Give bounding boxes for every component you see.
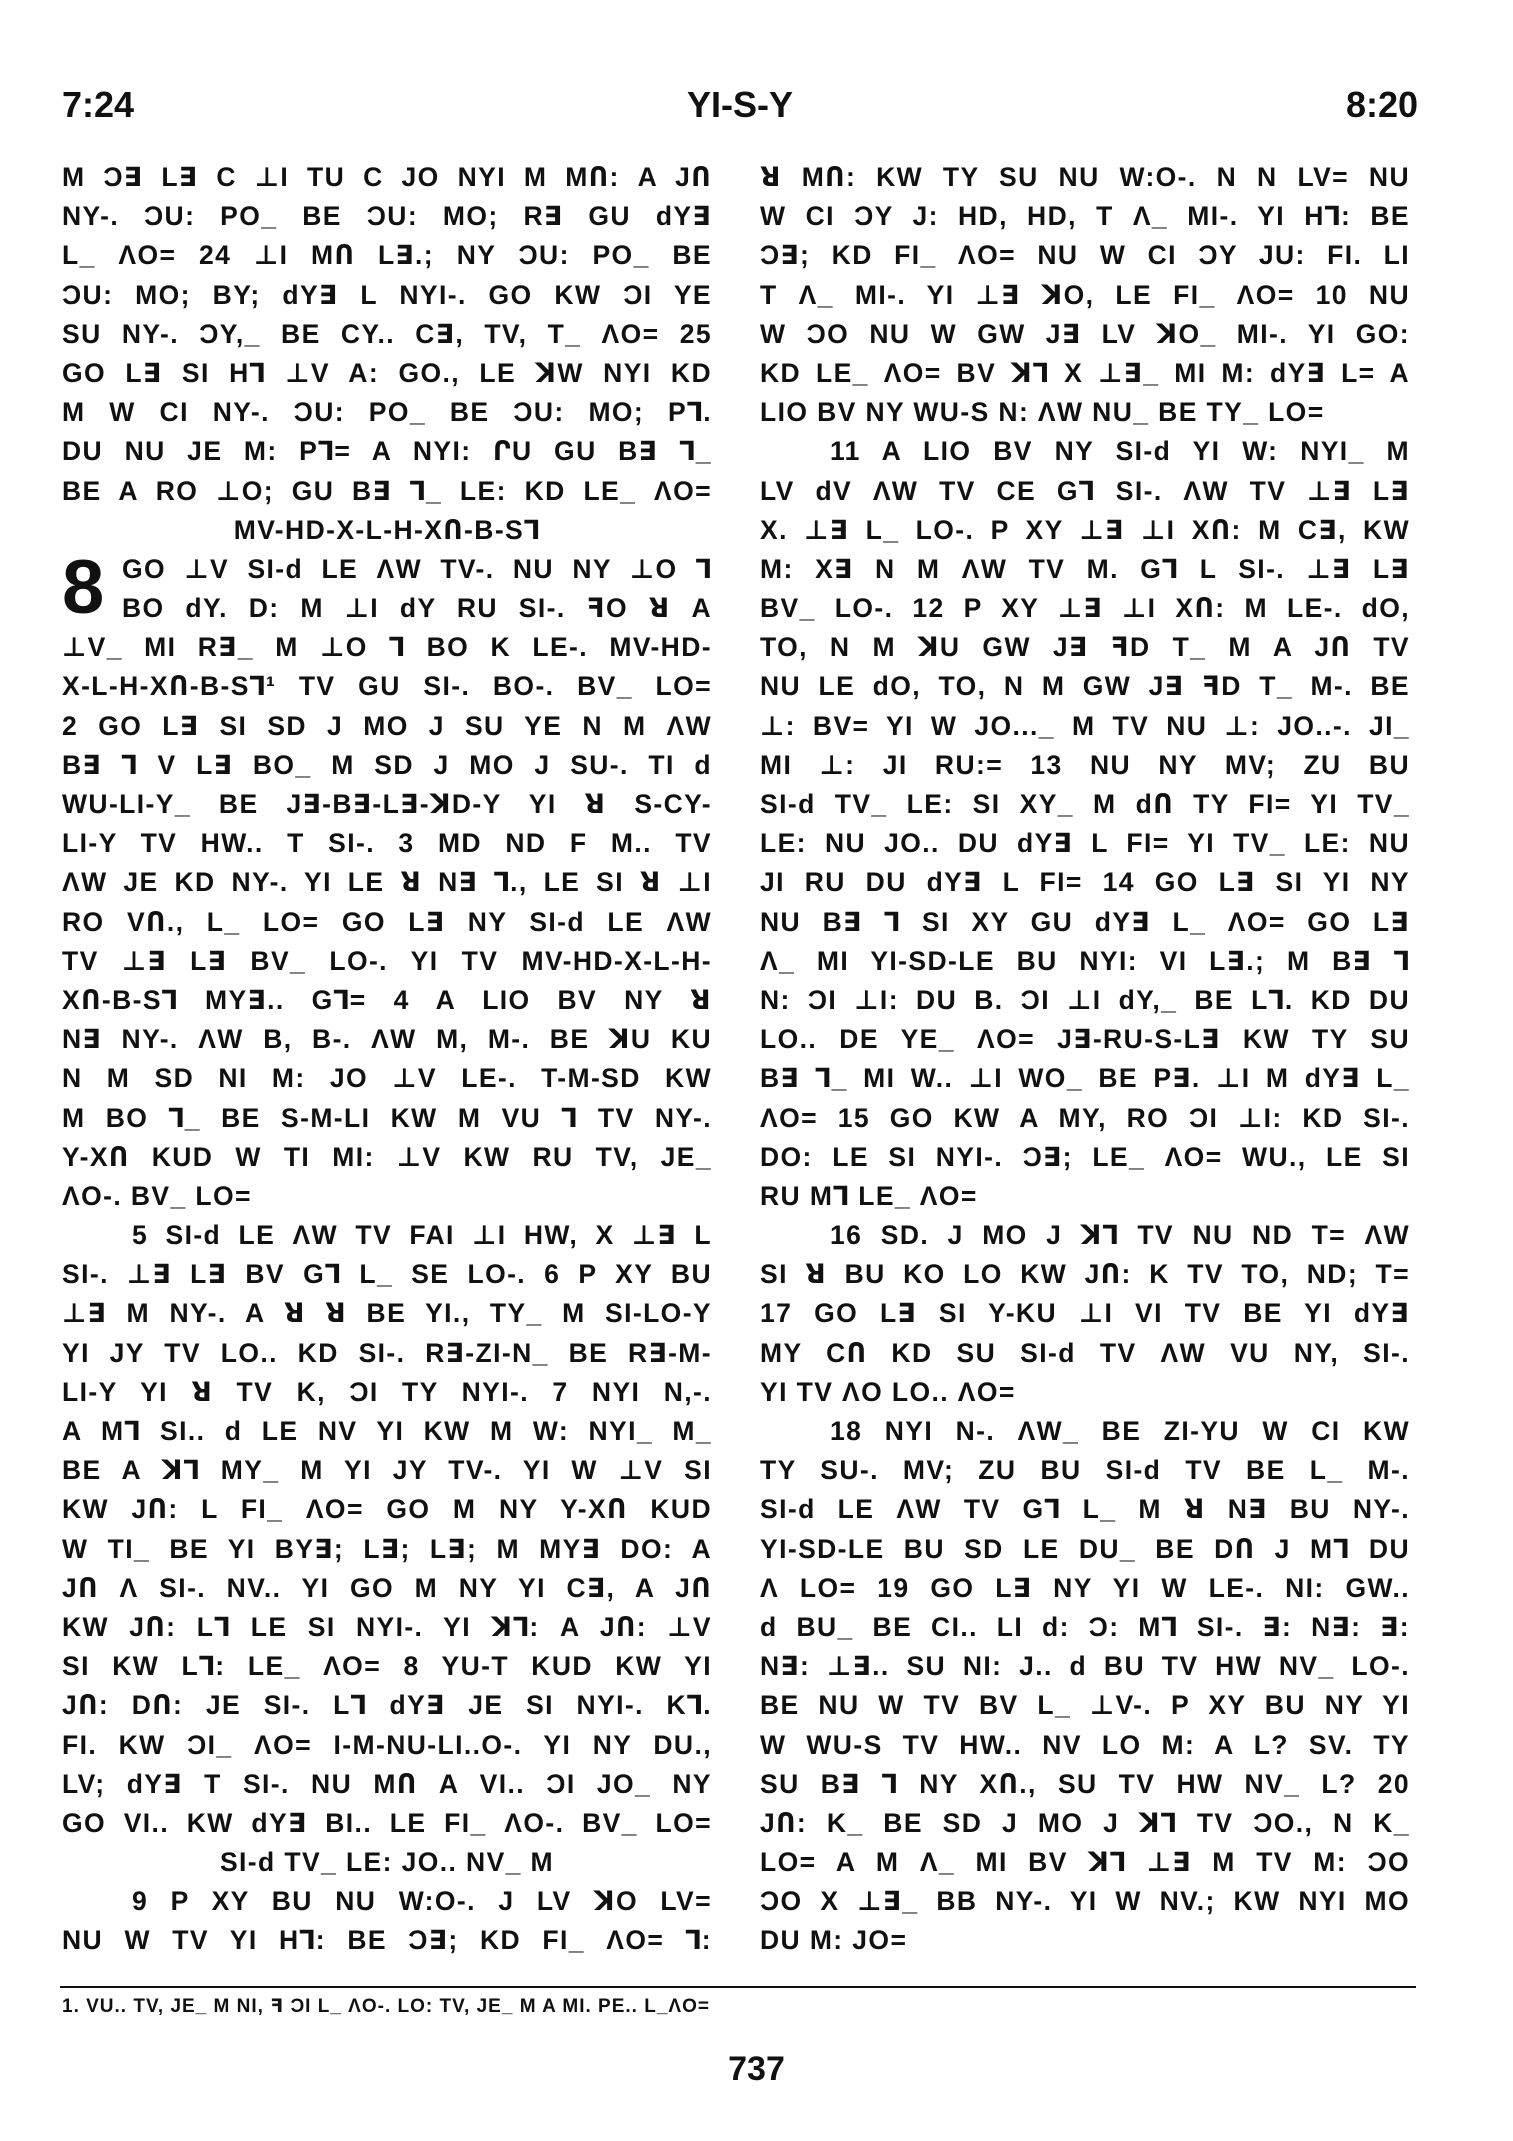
text-line: DU NU JE M: P⅂= A NYI: ՐU GU B∃ ⅂_	[62, 436, 712, 467]
text-line: XՈ-B-S⅂ MY∃.. G⅂= 4 A LIO BV NY ꓤ	[62, 984, 712, 1015]
text-line: N: ƆI ⊥I: DU B. ƆI ⊥I dY,_ BE L⅂. KD DU	[760, 984, 1410, 1015]
text-line: Y-XՈ KUD W TI MI: ⊥V KW RU TV, JE_	[62, 1141, 712, 1172]
text-line: 17 GO L∃ SI Y-KU ⊥I VI TV BE YI dY∃	[760, 1298, 1410, 1329]
chapter-opening	[62, 544, 712, 630]
text-line: LV; dY∃ T SI-. NU MՈ A VI.. ƆI JO_ NY	[62, 1768, 712, 1799]
text-line: KD LE_ ɅO= BV ꓘ⅂ X ⊥∃_ MI M: dY∃ L= A	[760, 357, 1410, 388]
text-line: NU W TV YI H⅂: BE Ɔ∃; KD FI_ ɅO= ⅂:	[62, 1925, 712, 1956]
text-line: JI RU DU dY∃ L FI= 14 GO L∃ SI YI NY	[760, 867, 1410, 898]
text-line: ƆU: MO; BY; dY∃ L NYI-. GO KW ƆI YE	[62, 279, 712, 310]
text-line: WU-LI-Y_ BE J∃-B∃-L∃-ꓘD-Y YI ꓤ S-CY-	[62, 789, 712, 819]
text-line: Ɔ∃; KD FI_ ɅO= NU W CI ƆY JU: FI. LI	[760, 240, 1410, 271]
text-line: ƆO X ⊥∃_ BB NY-. YI W NV.; KW NYI MO	[760, 1886, 1410, 1917]
text-line: SI-d TV_ LE: SI XY_ M dՈ TY FI= YI TV_	[760, 789, 1410, 819]
text-line: LO.. DE YE_ ɅO= J∃-RU-S-L∃ KW TY SU	[760, 1024, 1410, 1055]
text-line: DU M: JO=	[760, 1925, 908, 1956]
text-line: NU B∃ ⅂ SI XY GU dY∃ L_ ɅO= GO L∃	[760, 906, 1410, 937]
text-line: RO VՈ., L_ LO= GO L∃ NY SI-d LE ɅW	[62, 906, 712, 937]
text-line: B∃ ⅂ V L∃ BO_ M SD J MO J SU-. TI d	[62, 749, 712, 780]
text-line: LIO BV NY WU-S N: ɅW NU_ BE TY_ LO=	[760, 397, 1325, 428]
text-line: 18 NYI N-. ɅW_ BE ZI-YU W CI KW	[830, 1416, 1410, 1446]
text-line: NU LE dO, TO, N M GW J∃ ꟻD T_ M-. BE	[760, 671, 1410, 702]
text-line: A M⅂ SI.. d LE NV YI KW M W: NYI_ M_	[62, 1416, 712, 1446]
text-line: L_ ɅO= 24 ⊥I MՈ L∃.; NY ƆU: PO_ BE	[62, 240, 712, 271]
chapter-number: 8	[62, 544, 106, 630]
text-line: W CI ƆY J: HD, HD, T Ʌ_ MI-. YI H⅂: BE	[760, 201, 1410, 232]
text-line: KW JՈ: L⅂ LE SI NYI-. YI ꓘ⅂: A JՈ: ⊥V	[62, 1611, 712, 1642]
text-line: 2 GO L∃ SI SD J MO J SU YE N M ɅW	[62, 710, 712, 741]
text-line: YI JY TV LO.. KD SI-. R∃-ZI-N_ BE R∃-M-	[62, 1337, 712, 1368]
text-line: LI-Y YI ꓤ TV K, ƆI TY NYI-. 7 NYI N,-.	[62, 1376, 712, 1407]
text-line: BE A ꓘ⅂ MY_ M YI JY TV-. YI W ⊥V SI	[62, 1455, 712, 1486]
text-line: TY SU-. MV; ZU BU SI-d TV BE L_ M-.	[760, 1455, 1410, 1486]
text-line: W TI_ BE YI BY∃; L∃; L∃; M MY∃ DO: A	[62, 1533, 712, 1564]
text-line: T Ʌ_ MI-. YI ⊥∃ ꓘO, LE FI_ ɅO= 10 NU	[760, 279, 1410, 310]
text-line: LE: NU JO.. DU dY∃ L FI= YI TV_ LE: NU	[760, 828, 1410, 859]
text-line: X-L-H-XՈ-B-S⅂¹ TV GU SI-. BO-. BV_ LO=	[62, 671, 712, 702]
running-header	[62, 80, 1418, 130]
section-heading: MV-HD-X-L-H-XՈ-B-S⅂	[233, 514, 541, 545]
text-line: NY-. ƆU: PO_ BE ƆU: MO; R∃ GU dY∃	[62, 201, 712, 232]
text-line: Ʌ_ MI YI-SD-LE BU NYI: VI L∃.; M B∃ ⅂	[760, 945, 1410, 976]
text-line: N M SD NI M: JO ⊥V LE-. T-M-SD KW	[62, 1063, 712, 1094]
text-line: TO, N M ꓘU GW J∃ ꟻD T_ M A JՈ TV	[760, 632, 1410, 663]
text-line: YI-SD-LE BU SD LE DU_ BE DՈ J M⅂ DU	[760, 1533, 1410, 1564]
text-line: ⊥: BV= YI W JO..._ M TV NU ⊥: JO..-. JI_	[760, 710, 1410, 741]
text-line: SU B∃ ⅂ NY XՈ., SU TV HW NV_ L? 20	[760, 1768, 1410, 1799]
text-line: LI-Y TV HW.. T SI-. 3 MD ND F M.. TV	[62, 828, 712, 859]
text-line: W WU-S TV HW.. NV LO M: A L? SV. TY	[760, 1729, 1410, 1760]
right-text-column	[760, 158, 1410, 1961]
text-line: BO dY. D: M ⊥I dY RU SI-. ꟻO ꓤ A	[122, 593, 712, 624]
text-line: YI TV ɅO LO.. ɅO=	[760, 1376, 1016, 1407]
text-line: SI-d LE ɅW TV G⅂ L_ M ꓤ N∃ BU NY-.	[760, 1494, 1410, 1525]
text-line: BE NU W TV BV L_ ⊥V-. P XY BU NY YI	[760, 1690, 1410, 1721]
text-line: 9 P XY BU NU W:O-. J LV ꓘO LV=	[132, 1886, 712, 1917]
text-line: M Ɔ∃ L∃ C ⊥I TU C JO NYI M MՈ: A JՈ	[62, 162, 712, 192]
text-line: X. ⊥∃ L_ LO-. P XY ⊥∃ ⊥I XՈ: M C∃, KW	[760, 514, 1410, 545]
text-line: SI KW L⅂: LE_ ɅO= 8 YU-T KUD KW YI	[62, 1651, 712, 1682]
text-line: LO= A M Ʌ_ MI BV ꓘ⅂ ⊥∃ M TV M: ƆO	[760, 1847, 1410, 1878]
text-line: JՈ Ʌ SI-. NV.. YI GO M NY YI C∃, A JՈ	[62, 1572, 712, 1603]
text-line: W ƆO NU W GW J∃ LV ꓘO_ MI-. YI GO:	[760, 318, 1410, 349]
footnote: 1. VU.. TV, JE_ M NI, ꟻ ƆI L_ ɅO-. LO: TV, JE_ M A MI. PE.. L_ɅO=	[62, 1996, 710, 2017]
footnote-divider	[60, 1986, 1416, 1988]
text-line: ɅO-. BV_ LO=	[62, 1180, 252, 1211]
text-line: ɅO= 15 GO KW A MY, RO ƆI ⊥I: KD SI-.	[760, 1102, 1410, 1133]
text-line: d BU_ BE CI.. LI d: Ɔ: M⅂ SI-. ∃: N∃: ∃:	[760, 1611, 1410, 1642]
text-line: SI ꓤ BU KO LO KW JՈ: K TV TO, ND; T=	[760, 1259, 1410, 1290]
text-line: BV_ LO-. 12 P XY ⊥∃ ⊥I XՈ: M LE-. dO,	[760, 593, 1410, 624]
text-line: ⊥V_ MI R∃_ M ⊥O ⅂ BO K LE-. MV-HD-	[62, 632, 712, 663]
text-line: KW JՈ: L FI_ ɅO= GO M NY Y-XՈ KUD	[62, 1494, 712, 1525]
text-line: N∃ NY-. ɅW B, B-. ɅW M, M-. BE ꓘU KU	[62, 1024, 712, 1055]
header-reference-end: 8:20	[1345, 84, 1418, 125]
text-line: SI-. ⊥∃ L∃ BV G⅂ L_ SE LO-. 6 P XY BU	[62, 1259, 712, 1290]
text-line: 5 SI-d LE ɅW TV FAI ⊥I HW, X ⊥∃ L	[132, 1220, 712, 1251]
text-line: M W CI NY-. ƆU: PO_ BE ƆU: MO; P⅂.	[62, 397, 712, 428]
text-line: MY CՈ KD SU SI-d TV ɅW VU NY, SI-.	[760, 1337, 1410, 1368]
book-title: YI-S-Y	[686, 84, 793, 125]
text-line: MI ⊥: JI RU:= 13 NU NY MV; ZU BU	[760, 749, 1410, 780]
text-line: GO ⊥V SI-d LE ɅW TV-. NU NY ⊥O ⅂	[122, 553, 712, 584]
text-line: B∃ ⅂_ MI W.. ⊥I WO_ BE P∃. ⊥I M dY∃ L_	[760, 1063, 1410, 1094]
text-line: 11 A LIO BV NY SI-d YI W: NYI_ M	[830, 436, 1410, 467]
text-line: TV ⊥∃ L∃ BV_ LO-. YI TV MV-HD-X-L-H-	[62, 945, 712, 976]
text-line: FI. KW ƆI_ ɅO= I-M-NU-LI..O-. YI NY DU.,	[62, 1729, 712, 1760]
text-line: 16 SD. J MO J ꓘ⅂ TV NU ND T= ɅW	[830, 1220, 1410, 1251]
page-number: 737	[728, 2050, 785, 2088]
text-line: JՈ: K_ BE SD J MO J ꓘ⅂ TV ƆO., N K_	[760, 1807, 1410, 1838]
text-line: Ʌ LO= 19 GO L∃ NY YI W LE-. NI: GW..	[760, 1572, 1410, 1603]
text-line: GO L∃ SI H⅂ ⊥V A: GO., LE ꓘW NYI KD	[62, 357, 712, 388]
left-text-column	[62, 158, 712, 1961]
text-line: SU NY-. ƆY,_ BE CY.. C∃, TV, T_ ɅO= 25	[62, 318, 712, 349]
text-line: ⊥∃ M NY-. A ꓤ ꓤ BE YI., TY_ M SI-LO-Y	[62, 1298, 712, 1329]
text-line: BE A RO ⊥O; GU B∃ ⅂_ LE: KD LE_ ɅO=	[62, 475, 712, 506]
text-line: RU M⅂ LE_ ɅO=	[760, 1180, 978, 1211]
text-line: ɅW JE KD NY-. YI LE ꓤ N∃ ⅂., LE SI ꓤ ⊥I	[62, 867, 712, 898]
text-line: JՈ: DՈ: JE SI-. L⅂ dY∃ JE SI NYI-. K⅂.	[62, 1690, 712, 1721]
text-line: M BO ⅂_ BE S-M-LI KW M VU ⅂ TV NY-.	[62, 1102, 712, 1133]
text-line: DO: LE SI NYI-. Ɔ∃; LE_ ɅO= WU., LE SI	[760, 1141, 1410, 1172]
section-heading: SI-d TV_ LE: JO.. NV_ M	[219, 1847, 555, 1878]
text-line: LV dV ɅW TV CE G⅂ SI-. ɅW TV ⊥∃ L∃	[760, 475, 1410, 506]
header-reference-start: 7:24	[62, 84, 135, 125]
text-line: GO VI.. KW dY∃ BI.. LE FI_ ɅO-. BV_ LO=	[62, 1807, 712, 1838]
text-line: N∃: ⊥∃.. SU NI: J.. d BU TV HW NV_ LO-.	[760, 1651, 1410, 1682]
text-line: ꓤ MՈ: KW TY SU NU W:O-. N N LV= NU	[760, 162, 1410, 192]
text-line: M: X∃ N M ɅW TV M. G⅂ L SI-. ⊥∃ L∃	[760, 553, 1410, 584]
